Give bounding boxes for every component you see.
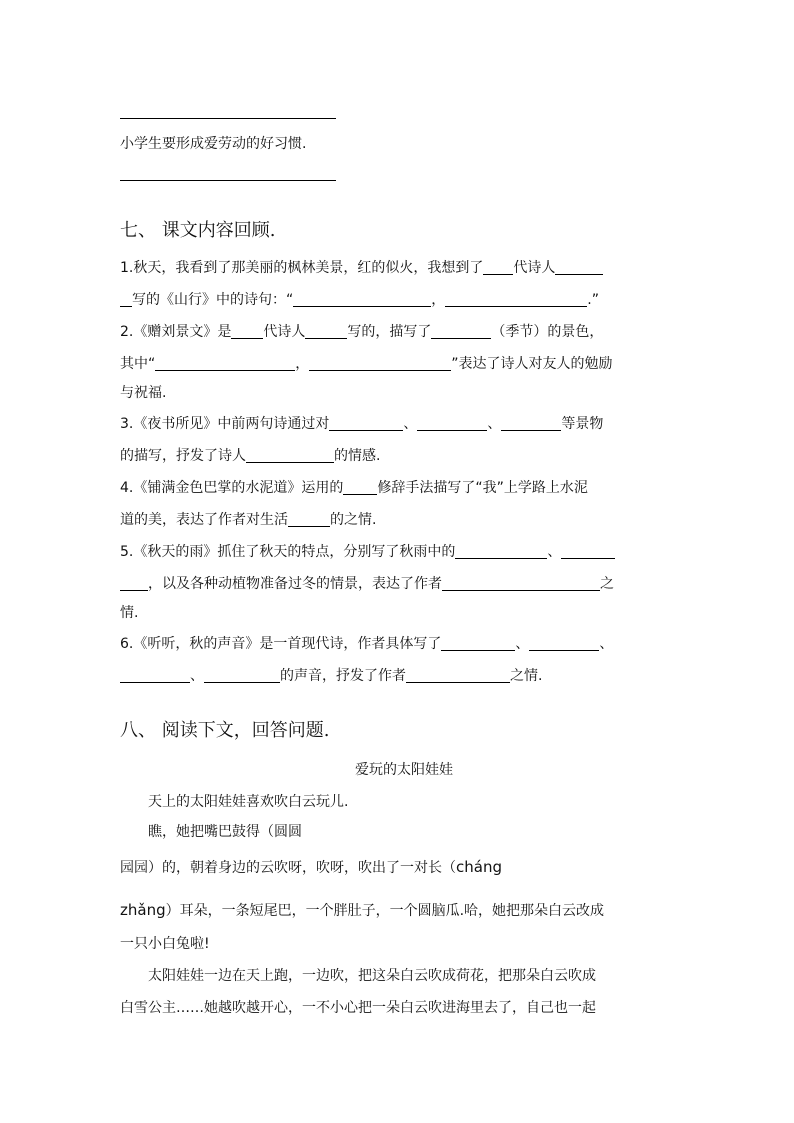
blank[interactable] (501, 416, 561, 431)
passage-line-6: 太阳娃娃一边在天上跑，一边吹，把这朵白云吹成荷花，把那朵白云吹成 (148, 968, 596, 984)
blank[interactable] (309, 356, 451, 371)
blank[interactable] (329, 416, 403, 431)
blank[interactable] (120, 576, 148, 591)
blank[interactable] (406, 668, 510, 683)
blank[interactable] (431, 324, 491, 339)
blank[interactable] (417, 416, 487, 431)
answer-line-1 (120, 118, 336, 119)
question-5-line-3: 情. (120, 605, 139, 621)
question-1-line-1: 1.秋天，我看到了那美丽的枫林美景，红的似火，我想到了 代诗人 (120, 258, 603, 278)
question-5-line-1: 5.《秋天的雨》抓住了秋天的特点，分别写了秋雨中的 、 (120, 542, 615, 562)
question-2-line-1: 2.《赠刘景文》是 代诗人 写的，描写了 （季节）的景色， (120, 324, 604, 340)
blank[interactable] (231, 324, 263, 339)
blank[interactable] (483, 260, 513, 275)
blank[interactable] (561, 544, 615, 559)
blank[interactable] (529, 636, 599, 651)
passage-line-4: zhǎng）耳朵，一条短尾巴，一个胖肚子，一个圆脑瓜.哈，她把那朵白云改成 (120, 901, 605, 919)
question-6-line-1: 6.《听听，秋的声音》是一首现代诗，作者具体写了 、 、 (120, 636, 614, 652)
blank[interactable] (442, 576, 600, 591)
question-5-line-2: ，以及各种动植物准备过冬的情景，表达了作者 之 (120, 574, 614, 594)
passage-line-1: 天上的太阳娃娃喜欢吹白云玩儿. (148, 794, 349, 810)
question-4-line-1: 4.《铺满金色巴掌的水泥道》运用的 修辞手法描写了“我”上学路上水泥 (120, 480, 588, 496)
blank[interactable] (445, 292, 587, 307)
question-3-line-2: 的描写，抒发了诗人 的情感. (120, 448, 381, 464)
question-6-line-2: 、 的声音，抒发了作者 之情. (120, 666, 542, 686)
question-4-line-2: 道的美，表达了作者对生活 的之情. (120, 512, 377, 528)
pinyin-chang: cháng (456, 858, 502, 876)
pinyin-zhang: zhǎng (120, 901, 166, 919)
blank[interactable] (555, 260, 603, 275)
blank[interactable] (288, 512, 330, 527)
passage-title: 爱玩的太阳娃娃 (355, 762, 453, 778)
blank[interactable] (120, 668, 190, 683)
blank[interactable] (155, 356, 295, 371)
blank[interactable] (441, 636, 515, 651)
passage-line-5: 一只小白兔啦! (120, 936, 210, 952)
blank[interactable] (343, 480, 377, 495)
question-2-line-3: 与祝福. (120, 385, 167, 401)
blank[interactable] (455, 544, 547, 559)
section-8-heading: 八、 阅读下文，回答问题. (120, 720, 330, 741)
blank[interactable] (204, 668, 280, 683)
sentence-text: 小学生要形成爱劳动的好习惯. (120, 136, 307, 152)
blank[interactable] (120, 292, 132, 307)
section-7-heading: 七、 课文内容回顾. (120, 220, 276, 241)
question-2-line-2: 其中“ ， ”表达了诗人对友人的勉励 (120, 356, 613, 372)
passage-line-7: 白雪公主……她越吹越开心，一不小心把一朵白云吹进海里去了，自己也一起 (120, 1000, 596, 1016)
question-1-line-2: 写的《山行》中的诗句：“ ， .” (120, 290, 599, 310)
blank[interactable] (293, 292, 431, 307)
passage-line-2: 瞧，她把嘴巴鼓得（圆圆 (148, 824, 302, 840)
answer-line-2 (120, 180, 336, 181)
question-3-line-1: 3.《夜书所见》中前两句诗通过对 、 、 等景物 (120, 416, 604, 432)
passage-line-3: 园园）的，朝着身边的云吹呀，吹呀，吹出了一对长（cháng (120, 858, 502, 876)
blank[interactable] (246, 448, 334, 463)
blank[interactable] (305, 324, 347, 339)
